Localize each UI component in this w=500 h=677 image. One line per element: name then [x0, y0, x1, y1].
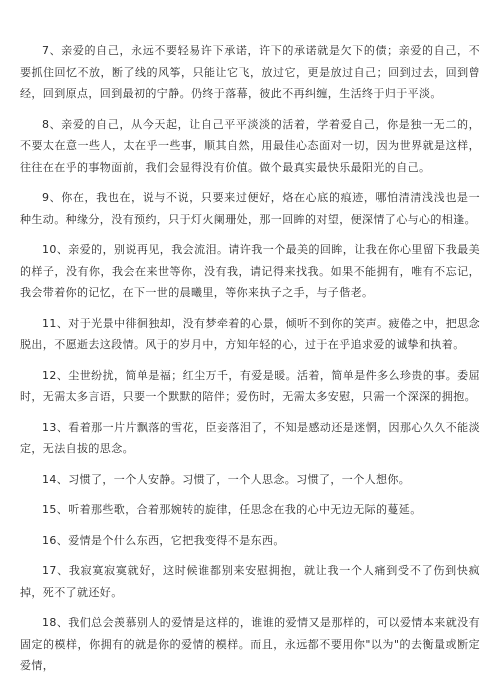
paragraph-15: 15、听着那些歌，合着那婉转的旋律，任思念在我的心中无边无际的蔓延。 [42, 503, 422, 516]
paragraph-7: 7、亲爱的自己，永远不要轻易许下承诺，许下的承诺就是欠下的债；亲爱的自己，不要抓住回忆不放，断了线的风筝，只能让它飞，放过它，更是放过自己；回到过去，回到曾经，回到原点，回到最初的宁静。仍终于落幕，彼此不再纠缠，生活终于归于平淡。 [20, 44, 480, 100]
paragraph-16: 16、爱情是个什么东西，它把我变得不是东西。 [42, 533, 285, 547]
paragraph-11: 11、对于光景中徘徊独却，没有梦牵着的心景，倾听不到你的笑声。疲倦之中，把思念脱出，不愿逝去这段情。风于的岁月中，方知年轻的心，过于在乎追求爱的诚挚和执着。 [20, 316, 480, 351]
paragraph-8: 8、亲爱的自己，从今天起，让自己平平淡淡的活着，学着爱自己，你是独一无二的，不要太在意一些人，太在乎一些事，顺其自然，用最佳心态面对一切，因为世界就是这样，往往在在乎的事物面前，我们会显得没有价值。做个最真实最快乐最阳光的自己。 [20, 117, 480, 174]
paragraph-14: 14、习惯了，一个人安静。习惯了，一个人思念。习惯了，一个人想你。 [42, 472, 411, 486]
paragraph-13: 13、看着那一片片飘落的雪花，臣妾落泪了，不知是感动还是迷惘，因那心久久不能淡定，无法自拔的思念。 [20, 420, 480, 455]
paragraph-18: 18、我们总会羡慕别人的爱情是这样的，谁谁的爱情又是那样的，可以爱情本来就没有固定的模样，你拥有的就是你的爱情的模样。而且，永远都不要用你"以为"的去衡量或断定爱情， [20, 616, 480, 672]
paragraph-10: 10、亲爱的，别说再见，我会流泪。请许我一个最美的回眸，让我在你心里留下我最美的样子，没有你，我会在来世等你，没有我，请记得来找我。如果不能拥有，唯有不忘记，我会带着你的记忆，在下一世的晨曦里，等你来执子之手，与子偕老。 [20, 243, 480, 299]
paragraph-12: 12、尘世纷扰，简单是福；红尘万千，有爱是暖。活着，简单是件多么珍贵的事。委屈时，无需太多言语，只要一个默默的陪伴；爱伤时，无需太多安慰，只需一个深深的拥抱。 [20, 368, 480, 403]
paragraph-17: 17、我寂寞寂寞就好，这时候谁都别来安慰拥抱，就让我一个人痛到受不了伤到快疯掉，死不了就还好。 [20, 564, 480, 599]
paragraph-9: 9、你在，我也在，说与不说，只要来过便好，烙在心底的痕迹，哪怕清清浅浅也是一种生动。种缘分，没有预约，只于灯火阑珊处，那一回眸的对望，便深情了心与心的相逢。 [20, 191, 480, 226]
